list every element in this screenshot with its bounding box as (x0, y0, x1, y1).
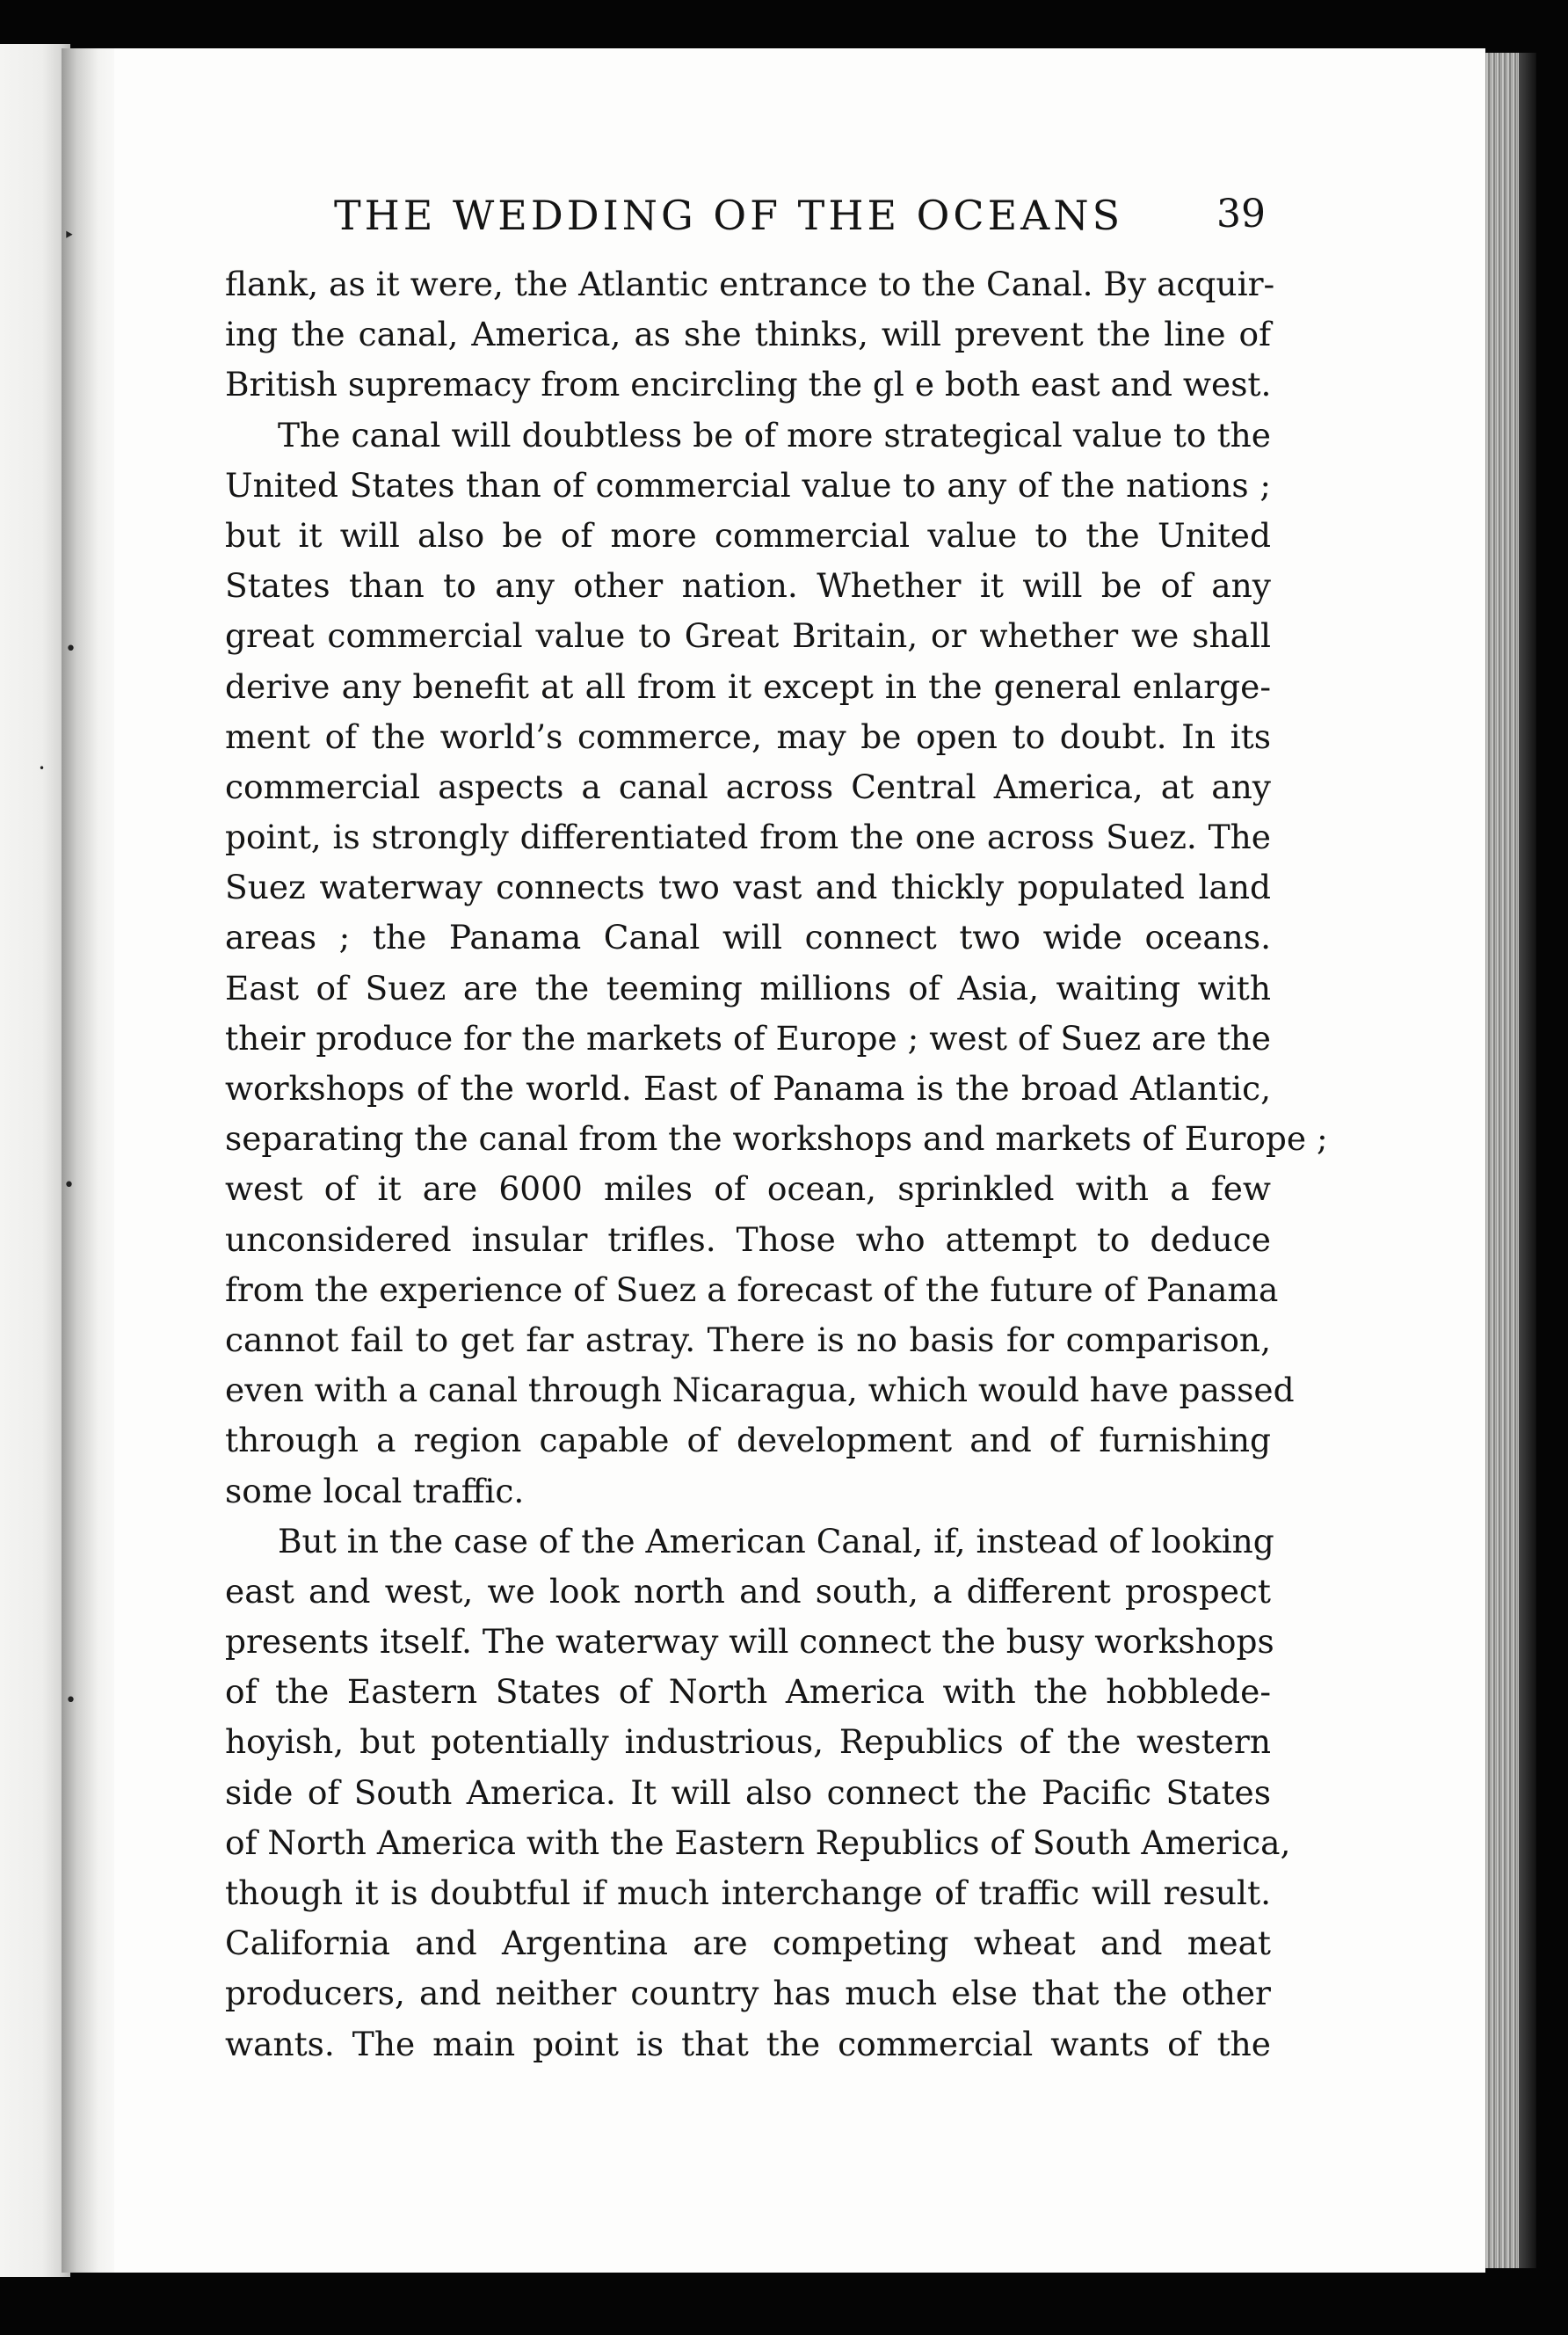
text-line: workshops of the world. East of Panama is the broad Atlantic, (225, 1069, 1271, 1108)
text-line: though it is doubtful if much interchange of traffic will result. (225, 1873, 1271, 1912)
page-stack-shadow (1519, 53, 1536, 2268)
text-line: ing the canal, America, as she thinks, will prevent the line of (225, 315, 1271, 354)
page-stack-edge (1485, 53, 1521, 2268)
text-line: presents itself. The waterway will connect the busy workshops (225, 1622, 1274, 1662)
text-line: side of South America. It will also connect the Pacific States (225, 1772, 1271, 1812)
text-line: west of it are 6000 miles of ocean, sprinkled with a few (225, 1169, 1271, 1209)
text-line: British supremacy from encircling the gl e both east and west. (225, 365, 1272, 404)
text-line: but it will also be of more commercial value to the United (225, 515, 1271, 555)
running-head (334, 192, 1266, 244)
text-line: even with a canal through Nicaragua, which would have passed (225, 1371, 1295, 1410)
text-line: East of Suez are the teeming millions of Asia, waiting with (225, 968, 1271, 1007)
text-line: unconsidered insular trifles. Those who attempt to deduce (225, 1219, 1271, 1259)
text-line: areas ; the Panama Canal will connect two wide oceans. (225, 918, 1271, 957)
margin-speck-mark: • (65, 638, 76, 660)
text-line: of North America with the Eastern Republics of South America, (225, 1822, 1291, 1862)
text-line: separating the canal from the workshops and markets of Europe ; (225, 1119, 1328, 1159)
text-line: Suez waterway connects two vast and thickly populated land (225, 868, 1271, 907)
text-line: But in the case of the American Canal, if, instead of looking (278, 1521, 1274, 1560)
text-line: some local traffic. (225, 1471, 525, 1510)
text-line: from the experience of Suez a forecast of the future of Panama (225, 1269, 1279, 1309)
margin-speck-mark: ‣ (63, 225, 75, 247)
text-line: producers, and neither country has much else that the other (225, 1974, 1271, 2013)
margin-speck-mark: • (63, 1175, 75, 1197)
text-line: derive any benefit at all from it except in the general enlarge- (225, 666, 1271, 706)
text-line: States than to any other nation. Whether it will be of any (225, 566, 1271, 606)
text-line: hoyish, but potentially industrious, Republics of the western (225, 1722, 1271, 1762)
body-text (225, 259, 1328, 2069)
text-line: The canal will doubtless be of more strategical value to the (278, 415, 1271, 455)
text-line: through a region capable of development and of furnishing (225, 1421, 1271, 1460)
margin-speck-mark: • (65, 1690, 76, 1712)
text-line: flank, as it were, the Atlantic entrance to the Canal. By acquir- (225, 265, 1275, 303)
text-line: commercial aspects a canal across Central America, at any (225, 767, 1271, 806)
text-line: point, is strongly differentiated from the one across Suez. The (225, 818, 1271, 857)
text-line: great commercial value to Great Britain, or whether we shall (225, 616, 1271, 656)
text-line: California and Argentina are competing wheat and meat (225, 1924, 1271, 1963)
running-title: THE WEDDING OF THE OCEANS (334, 192, 1124, 239)
text-line: United States than of commercial value to any of the nations ; (225, 465, 1271, 505)
text-line: east and west, we look north and south, a different prospect (225, 1571, 1271, 1611)
text-line: of the Eastern States of North America with the hobblede- (225, 1672, 1271, 1712)
margin-speck-mark: • (39, 762, 46, 775)
text-line: wants. The main point is that the commercial wants of the (225, 2024, 1271, 2063)
previous-page-edge (0, 44, 70, 2277)
text-line: cannot fail to get far astray. There is no basis for comparison, (225, 1320, 1271, 1359)
page-number: 39 (1216, 192, 1266, 236)
text-line: their produce for the markets of Europe ; west of Suez are the (225, 1018, 1271, 1058)
text-line: ment of the world’s commerce, may be open to doubt. In its (225, 717, 1271, 756)
